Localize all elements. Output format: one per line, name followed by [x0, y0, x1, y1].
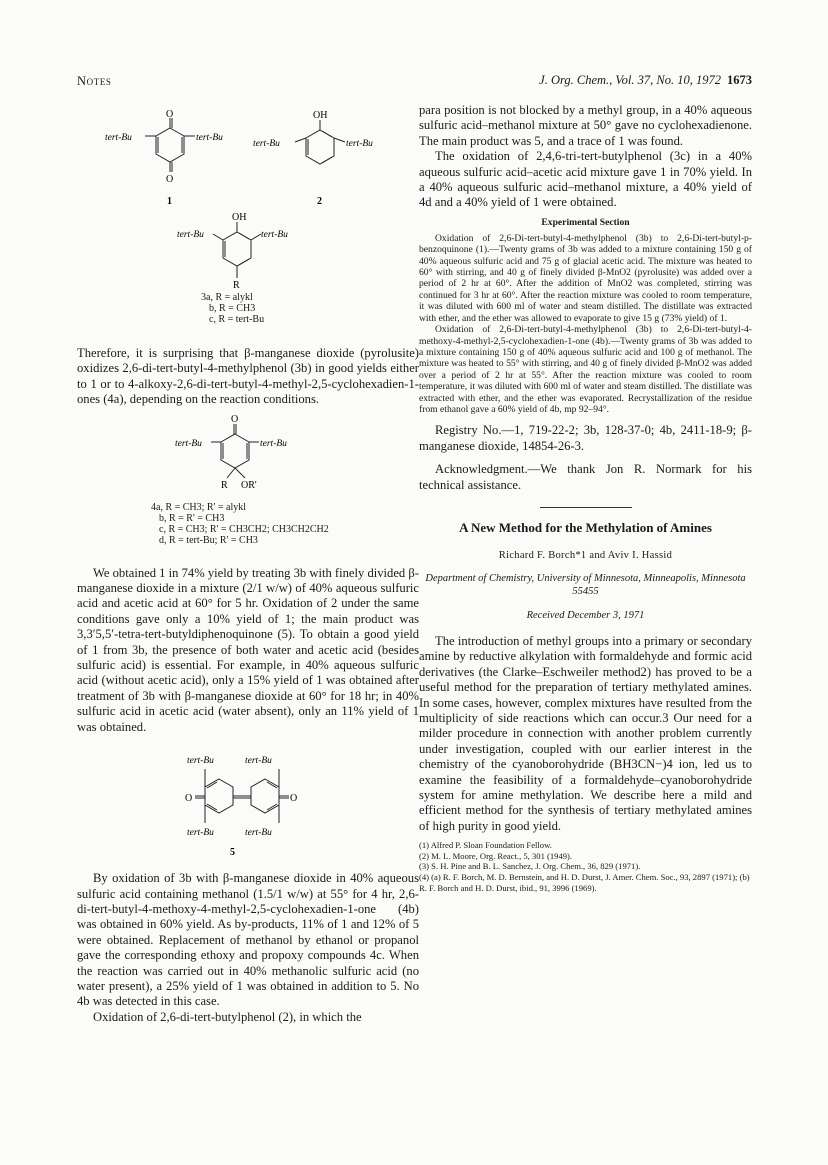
s4-legend-c: c, R = CH3; R' = CH3CH2; CH3CH2CH2	[159, 523, 329, 535]
s2-left-sub: tert-Bu	[253, 139, 280, 149]
s3-legend-a: 3a, R = alykl	[201, 292, 253, 303]
left-paragraph-4: Oxidation of 2,6-di-tert-butylphenol (2), in which the	[93, 1009, 362, 1024]
s1-right-sub: tert-Bu	[196, 133, 223, 143]
s2-number: 2	[317, 196, 322, 207]
footnote-3: (3) S. H. Pine and B. L. Sanchez, J. Org. Chem., 36, 829 (1971).	[419, 861, 641, 872]
journal-header	[539, 73, 752, 88]
page-number: 1673	[727, 73, 752, 87]
s4-right-sub: tert-Bu	[260, 438, 287, 449]
s5-sub-top-left: tert-Bu	[187, 756, 214, 767]
right-paragraph-2: The oxidation of 2,4,6-tri-tert-butylphenol (3c) in a 40% aqueous sulfuric acid–acetic acid mixture gave 1 in 70% yield. In a 40% aqueous sulfuric acid–methanol mixture, a 40% yield of 4d and a 40% yield of 1 were obtained.	[419, 149, 752, 210]
structure-3-block	[77, 212, 419, 338]
structure-4-drawing	[77, 414, 419, 502]
s5-sub-bottom-left: tert-Bu	[187, 828, 214, 839]
s1-left-sub: tert-Bu	[105, 133, 132, 143]
structures-1-2	[77, 106, 419, 212]
s5-sub-bottom-right: tert-Bu	[245, 828, 272, 839]
structure-4-block	[77, 414, 419, 566]
left-paragraph-1: Therefore, it is surprising that β-manganese dioxide (pyrolusite) oxidizes 2,6-di-tert-butyl-4-methylphenol (3b) in good yields either to 1 or to 4-alkoxy-2,6-di-tert-butyl-4-methyl-2,5-cyclohexadien-1-ones (4a), depending on the reaction conditions.	[77, 346, 419, 407]
s4-r: R	[221, 479, 228, 491]
s3-legend-c: c, R = tert-Bu	[209, 314, 265, 325]
section-header: Notes	[77, 74, 112, 88]
structure-3	[213, 222, 261, 278]
structure-5	[195, 769, 289, 823]
experimental-procedure-2: Oxidation of 2,6-Di-tert-butyl-4-methylphenol (3b) to 2,6-Di-tert-butyl-4-methoxy-4-methyl-2,5-cyclohexadien-1-one (4b).—Twenty grams of 3b was added to a mixture containing 150 g of 40% aqueous sulfuric acid and 100 g of methanol. The mixture was heated to 55° with stirring, and 40 g of finely divided β-MnO2 was added over a period of 2 hr at 55°. After the reaction mixture was cooled to room temperature, it was diluted with 600 ml of water and steam distilled. The distillate was extracted with ether, and the ether was evaporated. Recrystallization of the residue from ethanol gave a 60% yield of 4b, mp 92–94°.	[419, 324, 752, 415]
footnotes	[419, 840, 752, 893]
article-authors: Richard F. Borch*1 and Aviv I. Hassid	[498, 549, 673, 561]
s3-legend	[201, 292, 264, 325]
left-column	[77, 106, 419, 1025]
structure-2	[295, 120, 345, 164]
s1-number: 1	[167, 196, 172, 207]
s3-right-sub: tert-Bu	[261, 230, 288, 240]
experimental-heading: Experimental Section	[541, 216, 630, 228]
footnote-1: (1) Alfred P. Sloan Foundation Fellow.	[419, 840, 552, 851]
structure-5-drawing	[77, 739, 419, 861]
footnote-2: (2) M. L. Moore, Org. React., 5, 301 (1949).	[419, 850, 573, 861]
article-divider	[540, 507, 632, 508]
s5-right-o: O	[290, 793, 298, 805]
s5-sub-top-right: tert-Bu	[245, 756, 272, 767]
structure-1-2-drawing	[77, 106, 419, 212]
structure-5-block	[77, 739, 419, 861]
article-body: The introduction of methyl groups into a primary or secondary amine by reductive alkylation with formaldehyde and formic acid derivatives (the Clarke–Eschweiler method2) has proved to be a useful method for the preparation of tertiary methylated amines. In some cases, however, complex mixtures have resulted from the multiplicity of side reactions which can occur.3 Our need for a milder procedure in connection with another problem currently under investigation, coupled with our earlier interest in the chemistry of the cyanoborohydride (BH3CN−)4 ion, led us to examine the feasibility of a formaldehyde–cyanoborohydride system for amine methylation. We describe here a mild and efficient method for the synthesis of tertiary methylated amines of high purity in good yield.	[419, 633, 752, 833]
s4-or: OR'	[241, 479, 257, 491]
structure-1	[145, 118, 195, 172]
s4-legend-b: b, R = R' = CH3	[159, 512, 225, 524]
author-affiliation: Department of Chemistry, University of Minnesota, Minneapolis, Minnesota 55455	[425, 572, 746, 597]
s1-bottom-o: O	[166, 174, 174, 185]
s3-top-oh: OH	[232, 212, 247, 223]
s3-left-sub: tert-Bu	[177, 230, 204, 240]
registry-numbers: Registry No.—1, 719-22-2; 3b, 128-37-0; 4b, 2411-18-9; β-manganese dioxide, 14854-26-3.	[419, 423, 752, 453]
s1-top-o: O	[166, 109, 174, 120]
right-paragraph-1: para position is not blocked by a methyl group, in a 40% aqueous sulfuric acid–methanol mixture at 50° gave no cyclohexadienone. The main product was 5, and a trace of 1 was found.	[419, 103, 752, 148]
s4-legend-d: d, R = tert-Bu; R' = CH3	[159, 534, 258, 546]
right-column	[419, 103, 752, 893]
s3-r: R	[233, 280, 240, 291]
article-title: A New Method for the Methylation of Amines	[459, 519, 712, 535]
s4-top-o: O	[231, 413, 239, 425]
experimental-procedure-1: Oxidation of 2,6-Di-tert-butyl-4-methylphenol (3b) to 2,6-Di-tert-butyl-p-benzoquinone (1).—Twenty grams of 3b was added to a mixture containing 150 g of 40% aqueous sulfuric acid and 75 g of glacial acetic acid. The mixture was heated to 60° with stirring, and 40 g of finely divided β-MnO2 (pyrolusite) was added over a period of 2 hr at 60°. After the addition of MnO2 was completed, stirring was continued for 3 hr at 60°. After the reaction mixture was cooled to room temperature, it was diluted with 600 ml of water and steam distilled. The distillate was extracted with ether, and the ether was allowed to evaporate to give 15 g (73% yield) of 1.	[419, 232, 752, 324]
s2-right-sub: tert-Bu	[346, 139, 373, 149]
received-date: Received December 3, 1971	[526, 609, 645, 621]
s4-legend-a: 4a, R = CH3; R' = alykl	[151, 501, 247, 513]
s5-left-o: O	[185, 793, 193, 805]
s4-legend	[151, 502, 329, 546]
journal-citation: J. Org. Chem., Vol. 37, No. 10, 1972	[539, 73, 721, 87]
acknowledgment: Acknowledgment.—We thank Jon R. Normark for his technical assistance.	[419, 462, 752, 492]
left-paragraph-3: By oxidation of 3b with β-manganese dioxide in 40% aqueous sulfuric acid containing methanol (1.5/1 w/w) at 55° for 4 hr, 2,6-di-tert-butyl-4-methoxy-4-methyl-2,5-cyclohexadien-1-one (4b) was obtained in 60% yield. As by-products, 11% of 1 and 12% of 5 were obtained. Replacement of methanol by ethanol or propanol gave the corresponding ethoxy and propoxy compounds 4c. When the reaction was carried out in 40% methanolic sulfuric acid (no water present), a 25% yield of 1 was obtained in addition to 5. No 4b was detected in this case.	[77, 871, 419, 1009]
s5-number: 5	[230, 847, 235, 859]
s3-legend-b: b, R = CH3	[209, 303, 256, 314]
s2-top-oh: OH	[313, 110, 328, 121]
left-paragraph-2: We obtained 1 in 74% yield by treating 3b with finely divided β-manganese dioxide in a mixture (2/1 w/w) of 40% aqueous sulfuric acid and acetic acid at 60° for 5 hr. Oxidation of 2 under the same conditions gave only a 10% yield of 1; the main product was 3,3′5,5′-tetra-tert-butyldiphenoquinone (5). To obtain a good yield of 1 from 3b, the presence of both water and acetic acid (besides sulfuric acid) is essential. For example, in 40% aqueous sulfuric acid (without acetic acid), only a 15% yield of 1 was obtained after treatment of 3b with β-manganese dioxide at 60° for 18 hr; in 40% sulfuric acid in acetic acid (water absent), only an 11% yield of 1 was obtained.	[77, 565, 419, 734]
structure-4	[211, 424, 259, 478]
s4-left-sub: tert-Bu	[175, 438, 202, 449]
footnote-4: (4) (a) R. F. Borch, M. D. Bernstein, and H. D. Durst, J. Amer. Chem. Soc., 93, 2897 (1971); (b) R. F. Borch and H. D. Durst, ibid., 91, 3996 (1969).	[419, 872, 750, 893]
